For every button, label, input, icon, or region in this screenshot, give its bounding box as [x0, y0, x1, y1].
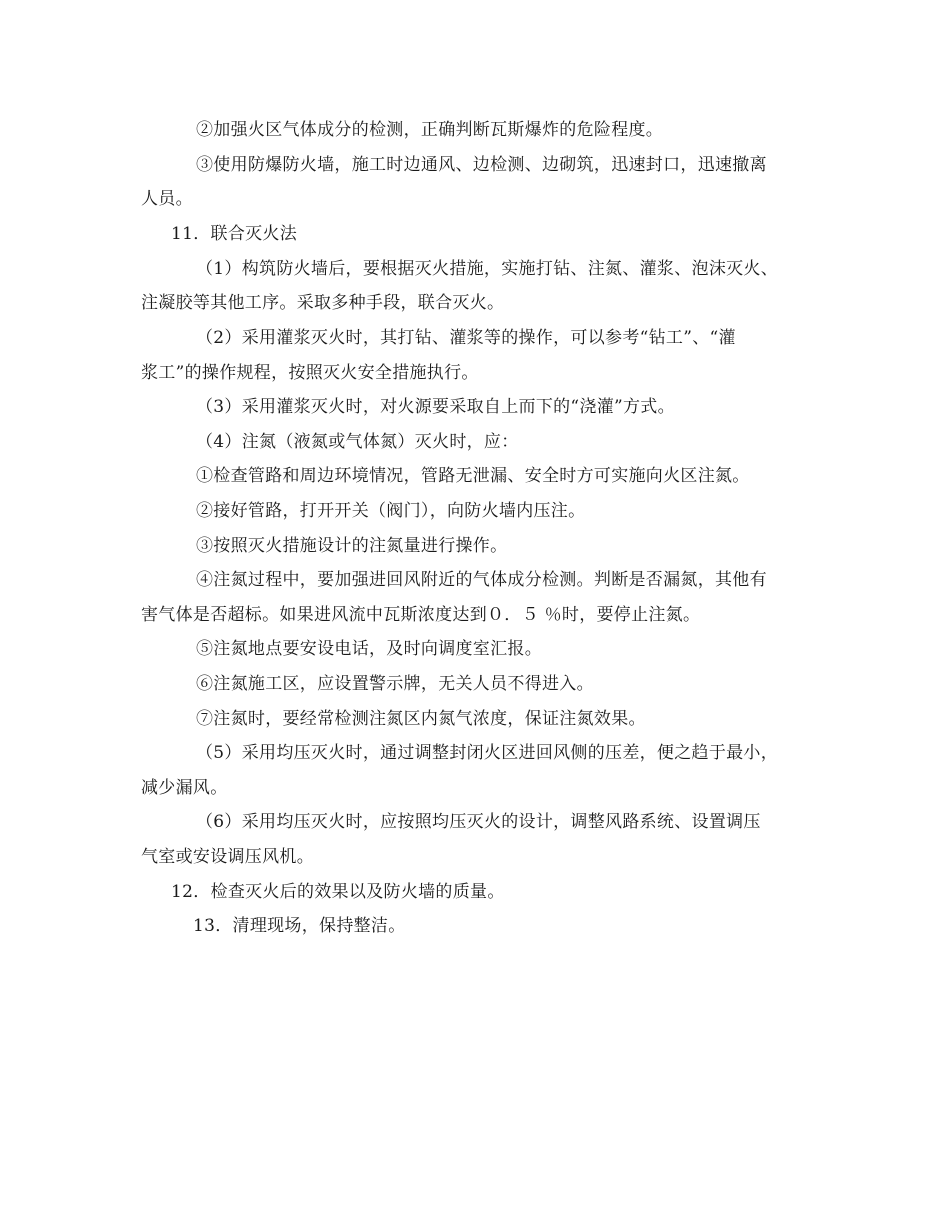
section-heading: 11．联合灭火法	[171, 224, 298, 244]
text-line: 害气体是否超标。如果进风流中瓦斯浓度达到０．５ ％时，要停止注氮。	[141, 605, 701, 625]
text-line: （2）采用灌浆灭火时，其打钻、灌浆等的操作，可以参考“钻工”、“灌	[196, 328, 736, 348]
text-line: ③使用防爆防火墙，施工时边通风、边检测、边砌筑，迅速封口，迅速撤离	[196, 155, 767, 175]
text-line: ③按照灭火措施设计的注氮量进行操作。	[196, 536, 508, 556]
text-line: ④注氮过程中，要加强进回风附近的气体成分检测。判断是否漏氮，其他有	[196, 570, 767, 590]
text-line: （6）采用均压灭火时，应按照均压灭火的设计，调整风路系统、设置调压	[196, 812, 761, 832]
text-line: （5）采用均压灭火时，通过调整封闭火区进回风侧的压差，便之趋于最小，	[196, 743, 779, 763]
text-line: 减少漏风。	[141, 778, 228, 798]
text-line: ⑥注氮施工区，应设置警示牌，无关人员不得进入。	[196, 674, 594, 694]
text-line: （3）采用灌浆灭火时，对火源要采取自上而下的“浇灌”方式。	[196, 397, 675, 417]
text-line: ②加强火区气体成分的检测，正确判断瓦斯爆炸的危险程度。	[196, 120, 664, 140]
text-line: ⑦注氮时，要经常检测注氮区内氮气浓度，保证注氮效果。	[196, 709, 646, 729]
section-heading: 12．检查灭火后的效果以及防火墙的质量。	[171, 882, 505, 902]
text-line: （4）注氮（液氮或气体氮）灭火时，应：	[196, 432, 519, 452]
text-line: ②接好管路，打开开关（阀门），向防火墙内压注。	[196, 501, 586, 521]
text-line: 注凝胶等其他工序。采取多种手段，联合灭火。	[141, 293, 505, 313]
text-line: ①检查管路和周边环境情况，管路无泄漏、安全时方可实施向火区注氮。	[196, 466, 750, 486]
text-line: （1）构筑防火墙后，要根据灭火措施，实施打钻、注氮、灌浆、泡沫灭火、	[196, 259, 779, 279]
text-line: 人员。	[141, 189, 193, 209]
text-line: 气室或安设调压风机。	[141, 847, 314, 867]
text-line: 浆工”的操作规程，按照灭火安全措施执行。	[141, 363, 479, 383]
section-heading: 13．清理现场，保持整洁。	[193, 916, 406, 936]
text-line: ⑤注氮地点要安设电话，及时向调度室汇报。	[196, 639, 542, 659]
